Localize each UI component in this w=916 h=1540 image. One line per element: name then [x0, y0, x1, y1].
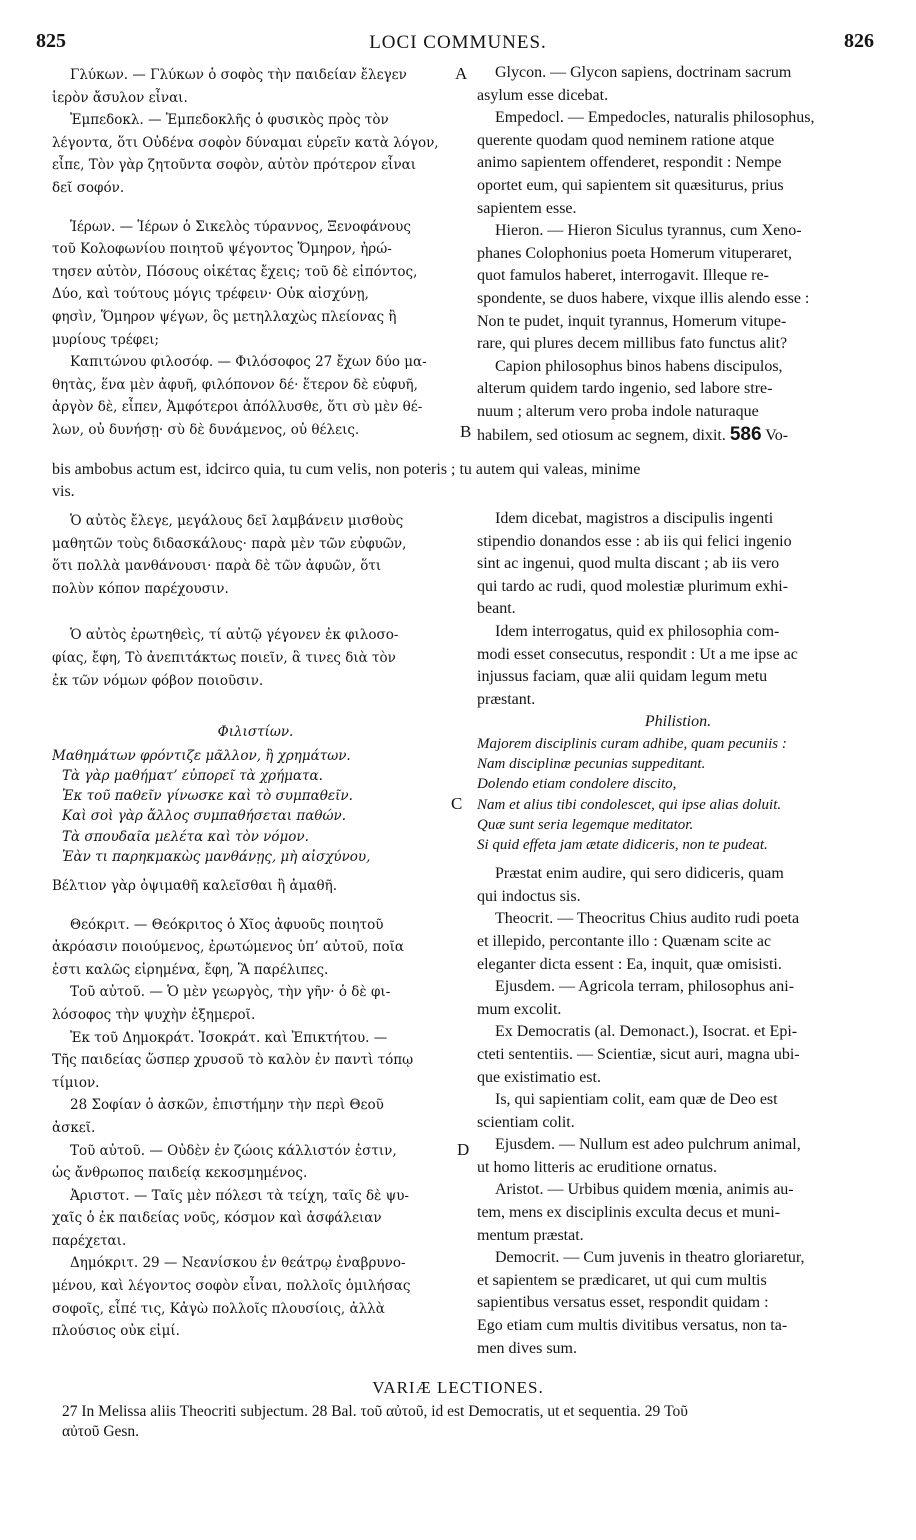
text-line: Capion philosophus binos habens discipulos,: [495, 357, 783, 375]
text-line: stipendio donandos esse : ab iis qui felici ingenio: [477, 532, 792, 550]
variae-lectiones-notes: [62, 1402, 892, 1442]
text-line: Ἐὰν τι παρηκμακὼς μανθάνῃς, μὴ αἰσχύνου,: [62, 848, 371, 865]
text-line: qui indoctus sis.: [477, 887, 581, 905]
text-line: Ὁ αὐτὸς ἔλεγε, μεγάλους δεῖ λαμβάνειν μισθοὺς: [70, 513, 404, 529]
text-line: sapientem esse.: [477, 199, 577, 217]
variae-lectiones-heading: VARIÆ LECTIONES.: [372, 1378, 544, 1397]
text-line: μυρίους τρέφει;: [52, 331, 160, 348]
left-page-number: 825: [36, 30, 66, 52]
text-line: querente quodam quod neminem ratione atque: [477, 131, 775, 149]
text-line: χαῖς ὁ ἐκ παιδείας νοῦς, κόσμον καὶ ἀσφάλειαν: [52, 1210, 382, 1227]
text-line: φησὶν, Ὅμηρον ψέγων, ὃς μετηλλαχὼς πλείονας ἢ: [52, 308, 397, 325]
text-line: Nam disciplinæ pecunias suppeditant.: [477, 756, 706, 773]
text-line: 27 In Melissa aliis Theocriti subjectum. 28 Bal. τοῦ αὐτοῦ, id est Democratis, ut et sequentia. 29 Τοῦ: [62, 1403, 688, 1420]
text-line: Δημόκριτ. 29 — Νεανίσκου ἐν θεάτρῳ ἐναβρυνο-: [70, 1255, 406, 1272]
text-line: men dives sum.: [477, 1339, 577, 1357]
text-line: Μαθημάτων φρόντιζε μᾶλλον, ἢ χρημάτων.: [52, 747, 351, 764]
greek-ejusdem2: [52, 1140, 459, 1185]
text-span: habilem, sed otiosum ac segnem, dixit.: [477, 426, 726, 444]
text-line: λων, οὐ δυνήσῃ· σὺ δὲ δυνάμενος, οὐ θέλεις.: [52, 421, 360, 438]
latin-aristot: [477, 1179, 879, 1247]
text-line: beant.: [477, 600, 516, 618]
greek-hieron: [52, 216, 459, 352]
text-line: spondente, se duos habere, vixque illis alendo esse :: [477, 289, 810, 307]
text-line: Τὰ γὰρ μαθήματ’ εὐπορεῖ τὰ χρήματα.: [62, 767, 323, 784]
text-line: Ego etiam cum multis divitibus versatus, non ta-: [477, 1317, 788, 1335]
text-line: ἀργὸν δὲ, εἶπεν, Ἀμφότεροι ἀπόλλυσθε, ὅτι σὺ μὲν θέ-: [52, 399, 423, 416]
text-line: mum excolit.: [477, 1000, 562, 1018]
latin-idem2: [477, 621, 879, 711]
greek-democrit: [52, 1252, 459, 1342]
text-line: λόσοφος τὴν ψυχὴν ἐξημεροῖ.: [52, 1006, 256, 1023]
greek-glycon: [52, 64, 459, 109]
text-line: ut homo litteris ac eruditione ornatus.: [477, 1158, 717, 1176]
greek-democr: [52, 1027, 459, 1095]
text-line: mentum præstat.: [477, 1226, 584, 1244]
latin-verse-end: [477, 863, 879, 908]
text-line: et sapientem se prædicaret, ut qui cum multis: [477, 1271, 767, 1289]
greek-verse-end: Βέλτιον γὰρ ὀψιμαθῆ καλεῖσθαι ἢ ἀμαθῆ.: [52, 877, 338, 894]
text-line: Ὁ αὐτὸς ἐρωτηθεὶς, τί αὐτῷ γέγονεν ἐκ φιλοσο-: [70, 627, 399, 644]
text-line: Τὰ σπουδαῖα μελέτα καὶ τὸν νόμον.: [62, 828, 309, 845]
text-line: αὐτοῦ Gesn.: [62, 1423, 140, 1440]
greek-column-bottom: [52, 510, 459, 1343]
text-line: μένου, καὶ λέγοντος σοφὸν εἶναι, πολλοῖς ὁμιλήσας: [52, 1278, 411, 1295]
latin-column-top: [477, 62, 879, 447]
text-line: παρέχεται.: [52, 1232, 127, 1249]
text-line: præstant.: [477, 690, 536, 708]
latin-hieron: [477, 220, 879, 356]
text-line: rare, qui plures decem millibus fato functus alit?: [477, 335, 788, 353]
fullwidth-line-end: vis.: [52, 483, 75, 500]
text-line: modi esset consecutus, respondit : Ut a me ipse ac: [477, 645, 798, 663]
greek-empedocl: [52, 109, 459, 199]
text-line: ἐκ τῶν νόμων φόβον ποιοῦσιν.: [52, 672, 264, 689]
text-line: Τοῦ αὐτοῦ. — Ὁ μὲν γεωργὸς, τὴν γῆν· ὁ δὲ φι-: [70, 984, 391, 1001]
text-line: Ejusdem. — Nullum est adeo pulchrum animal,: [495, 1136, 801, 1154]
text-line: Ἀριστοτ. — Ταῖς μὲν πόλεσι τὰ τείχη, ταῖς δὲ ψυ-: [70, 1187, 409, 1204]
text-line: oportet eum, qui sapientem sit quæsiturus, prius: [477, 176, 784, 194]
latin-ejusdem1: [477, 976, 879, 1021]
text-line: Ἐμπεδοκλ. — Ἐμπεδοκλῆς ὁ φυσικὸς πρὸς τὸν: [70, 112, 389, 129]
text-line: quot famulos haberet, interrogavit. Illeque re-: [477, 267, 769, 285]
text-line: Τοῦ αὐτοῦ. — Οὐδὲν ἐν ζώοις κάλλιστόν ἐστιν,: [70, 1142, 397, 1159]
text-line: Si quid effeta jam ætate didiceris, non te pudeat.: [477, 836, 768, 853]
margin-letter-b: B: [460, 422, 472, 441]
text-line: nuum ; alterum vero proba indole naturaque: [477, 402, 759, 420]
text-line: scientiam colit.: [477, 1113, 575, 1131]
text-line: Ejusdem. — Agricola terram, philosophus ani-: [495, 978, 795, 996]
text-line: Τῆς παιδείας ὥσπερ χρυσοῦ τὸ καλὸν ἐν παντὶ τόπῳ: [52, 1052, 414, 1069]
latin-glycon: [477, 62, 879, 107]
text-line: ὅτι πολλὰ μανθάνουσι· παρὰ δὲ τῶν ἀφυῶν, ὅτι: [52, 558, 382, 575]
text-line: Ἱέρων. — Ἱέρων ὁ Σικελὸς τύραννος, Ξενοφάνους: [70, 218, 411, 235]
latin-ejusdem2: [477, 1134, 879, 1179]
text-line: Democrit. — Cum juvenis in theatro gloriaretur,: [495, 1249, 805, 1267]
right-page-number: 826: [844, 30, 874, 52]
text-line: sapientibus versatus esset, respondit quidam :: [477, 1294, 769, 1312]
text-line: phanes Colophonius poeta Homerum vituperaret,: [477, 244, 793, 262]
greek-aristot: [52, 1185, 459, 1253]
text-line: Empedocl. — Empedocles, naturalis philosophus,: [495, 109, 815, 127]
text-line: πολὺν κόπον παρέχουσιν.: [52, 580, 229, 597]
text-line: Majorem disciplinis curam adhibe, quam pecuniis :: [477, 735, 787, 752]
text-line: qui tardo ac rudi, quod molestiæ plurimum exhi-: [477, 577, 789, 595]
text-line: Idem dicebat, magistros a discipulis ingenti: [495, 510, 774, 527]
text-line: φίας, ἔφη, Τὸ ἀνεπιτάκτως ποιεῖν, ἃ τινες διὰ τὸν: [52, 649, 396, 666]
text-line: Καπιτώνου φιλοσόφ. — Φιλόσοφος 27 ἔχων δύο μα-: [70, 354, 427, 371]
text-line: Dolendo etiam condolere discito,: [477, 776, 677, 793]
text-line: Γλύκων. — Γλύκων ὁ σοφὸς τὴν παιδείαν ἔλεγεν: [70, 67, 407, 83]
text-line: animo sapientem offenderet, respondit : Nempe: [477, 154, 782, 172]
text-line: asylum esse dicebat.: [477, 86, 609, 104]
greek-idem2: [52, 624, 459, 692]
margin-letter-d: D: [457, 1140, 470, 1159]
text-line: Ἐκ τοῦ Δημοκράτ. Ἰσοκράτ. καὶ Ἐπικτήτου. —: [70, 1029, 388, 1046]
text-line: σοφοῖς, εἶπέ τις, Κἀγὼ πολλοῖς πλουσίοις, ἀλλὰ: [52, 1300, 385, 1317]
text-line: λέγοντα, ὅτι Οὐδένα σοφὸν δύναμαι εὑρεῖν κατὰ λόγον,: [52, 134, 439, 151]
text-line: πλούσιος οὐκ εἰμί.: [52, 1323, 180, 1340]
margin-letter-a: A: [455, 64, 468, 83]
text-line: Καὶ σοὶ γὰρ ἄλλος συμπαθήσεται παθών.: [62, 808, 346, 825]
text-span: Vo-: [765, 426, 789, 444]
latin-kapiton: [477, 356, 879, 447]
text-line: Glycon. — Glycon sapiens, doctrinam sacrum: [495, 64, 792, 81]
margin-letter-c: C: [451, 794, 463, 813]
text-line: Quæ sunt seria legemque meditator.: [477, 816, 694, 833]
latin-verse: [477, 734, 879, 855]
text-line: μαθητῶν τοὺς διδασκάλους· παρὰ μὲν τῶν εὐφυῶν,: [52, 535, 407, 552]
text-line: Θεόκριτ. — Θεόκριτος ὁ Χῖος ἀφυοῦς ποιητοῦ: [70, 916, 384, 933]
text-line: τίμιον.: [52, 1074, 100, 1091]
text-line: injussus faciam, quæ alii quidam legum metu: [477, 668, 768, 686]
latin-empedocl: [477, 107, 879, 220]
greek-verse: [52, 746, 459, 867]
text-line: tem, mens ex disciplinis exculta decus et muni-: [477, 1204, 781, 1222]
text-line: τησεν αὐτὸν, Πόσους οἰκέτας ἔχεις; τοῦ δὲ εἰπόντος,: [52, 263, 418, 280]
text-line: Ex Democratis (al. Demonact.), Isocrat. et Epi-: [495, 1023, 798, 1041]
text-line: ἀσκεῖ.: [52, 1119, 96, 1136]
text-line: ἱερὸν ἄσυλον εἶναι.: [52, 89, 188, 106]
text-line: Aristot. — Urbibus quidem mœnia, animis au-: [495, 1181, 794, 1199]
text-line: εἶπε, Τὸν γὰρ ζητοῦντα σοφὸν, αὐτὸν πρότερον εἶναι: [52, 157, 417, 174]
text-line: τοῦ Κολοφωνίου ποιητοῦ ψέγοντος Ὅμηρον, ἠρώ-: [52, 241, 392, 258]
text-line: alterum quidem tardo ingenio, sed labore stre-: [477, 380, 773, 398]
text-line: Idem interrogatus, quid ex philosophia com-: [495, 622, 780, 640]
latin-theocrit: [477, 908, 879, 976]
latin-column-bottom: [477, 508, 879, 1360]
greek-sophia: [52, 1094, 459, 1139]
latin-philistion-title: Philistion.: [644, 713, 712, 731]
text-line: ἐστι καλῶς εἰρημένα, ἔφη, Ἃ παρέλιπες.: [52, 961, 329, 978]
latin-idem1: [477, 508, 879, 621]
text-line: Δύο, καὶ τούτους μόγις τρέφειν· Οὐκ αἰσχύνῃ,: [52, 286, 369, 303]
text-line: 28 Σοφίαν ὁ ἀσκῶν, ἐπιστήμην τὴν περὶ Θεοῦ: [70, 1097, 384, 1114]
greek-philistion-title: Φιλιστίων.: [217, 724, 294, 741]
greek-kapiton: [52, 351, 459, 441]
greek-ejusdem1: [52, 981, 459, 1026]
latin-sophia: [477, 1089, 879, 1134]
text-line: et illepido, percontante illo : Quænam scite ac: [477, 932, 772, 950]
greek-column-top: [52, 64, 459, 442]
text-line: θητὰς, ἕνα μὲν ἀφυῆ, φιλόπονον δέ· ἕτερον δὲ εὐφυῆ,: [52, 376, 418, 393]
text-line: Is, qui sapientiam colit, eam quæ de Deo est: [495, 1091, 778, 1109]
text-line: Non te pudet, inquit tyrannus, Homerum vitupe-: [477, 312, 787, 330]
text-line: ἀκρόασιν ποιούμενος, ἐρωτώμενος ὑπ’ αὐτοῦ, ποῖα: [52, 939, 405, 956]
text-line: Ἐκ τοῦ παθεῖν γίνωσκε καὶ τὸ συμπαθεῖν.: [62, 788, 353, 805]
text-line: Hieron. — Hieron Siculus tyrannus, cum Xeno-: [495, 222, 802, 240]
text-line: Theocrit. — Theocritus Chius audito rudi poeta: [495, 910, 800, 928]
greek-theocrit: [52, 914, 459, 982]
text-line: Nam et alius tibi condolescet, qui ipse alias doluit.: [477, 796, 782, 813]
latin-democr: [477, 1021, 879, 1089]
text-line: Præstat enim audire, qui sero didiceris, quam: [495, 865, 784, 883]
text-line: que existimatio est.: [477, 1068, 601, 1086]
text-line: ὡς ἄνθρωπος παιδείᾳ κεκοσμημένος.: [52, 1165, 308, 1182]
latin-democrit: [477, 1247, 879, 1360]
text-line: sint ac ingenui, quod multa discant ; ab iis vero: [477, 555, 780, 573]
text-line: eleganter dicta essent : Ea, inquit, quæ omisisti.: [477, 955, 782, 973]
text-line: [477, 424, 879, 448]
greek-idem1: [52, 510, 459, 600]
running-title: LOCI COMMUNES.: [369, 32, 547, 53]
column-marker: 586: [729, 423, 762, 445]
fullwidth-line: bis ambobus actum est, idcirco quia, tu cum velis, non poteris ; tu autem qui valeas, minime: [52, 461, 641, 478]
text-line: δεῖ σοφόν.: [52, 179, 125, 196]
text-line: cteti sententiis. — Scientiæ, sicut auri, magna ubi-: [477, 1045, 800, 1063]
